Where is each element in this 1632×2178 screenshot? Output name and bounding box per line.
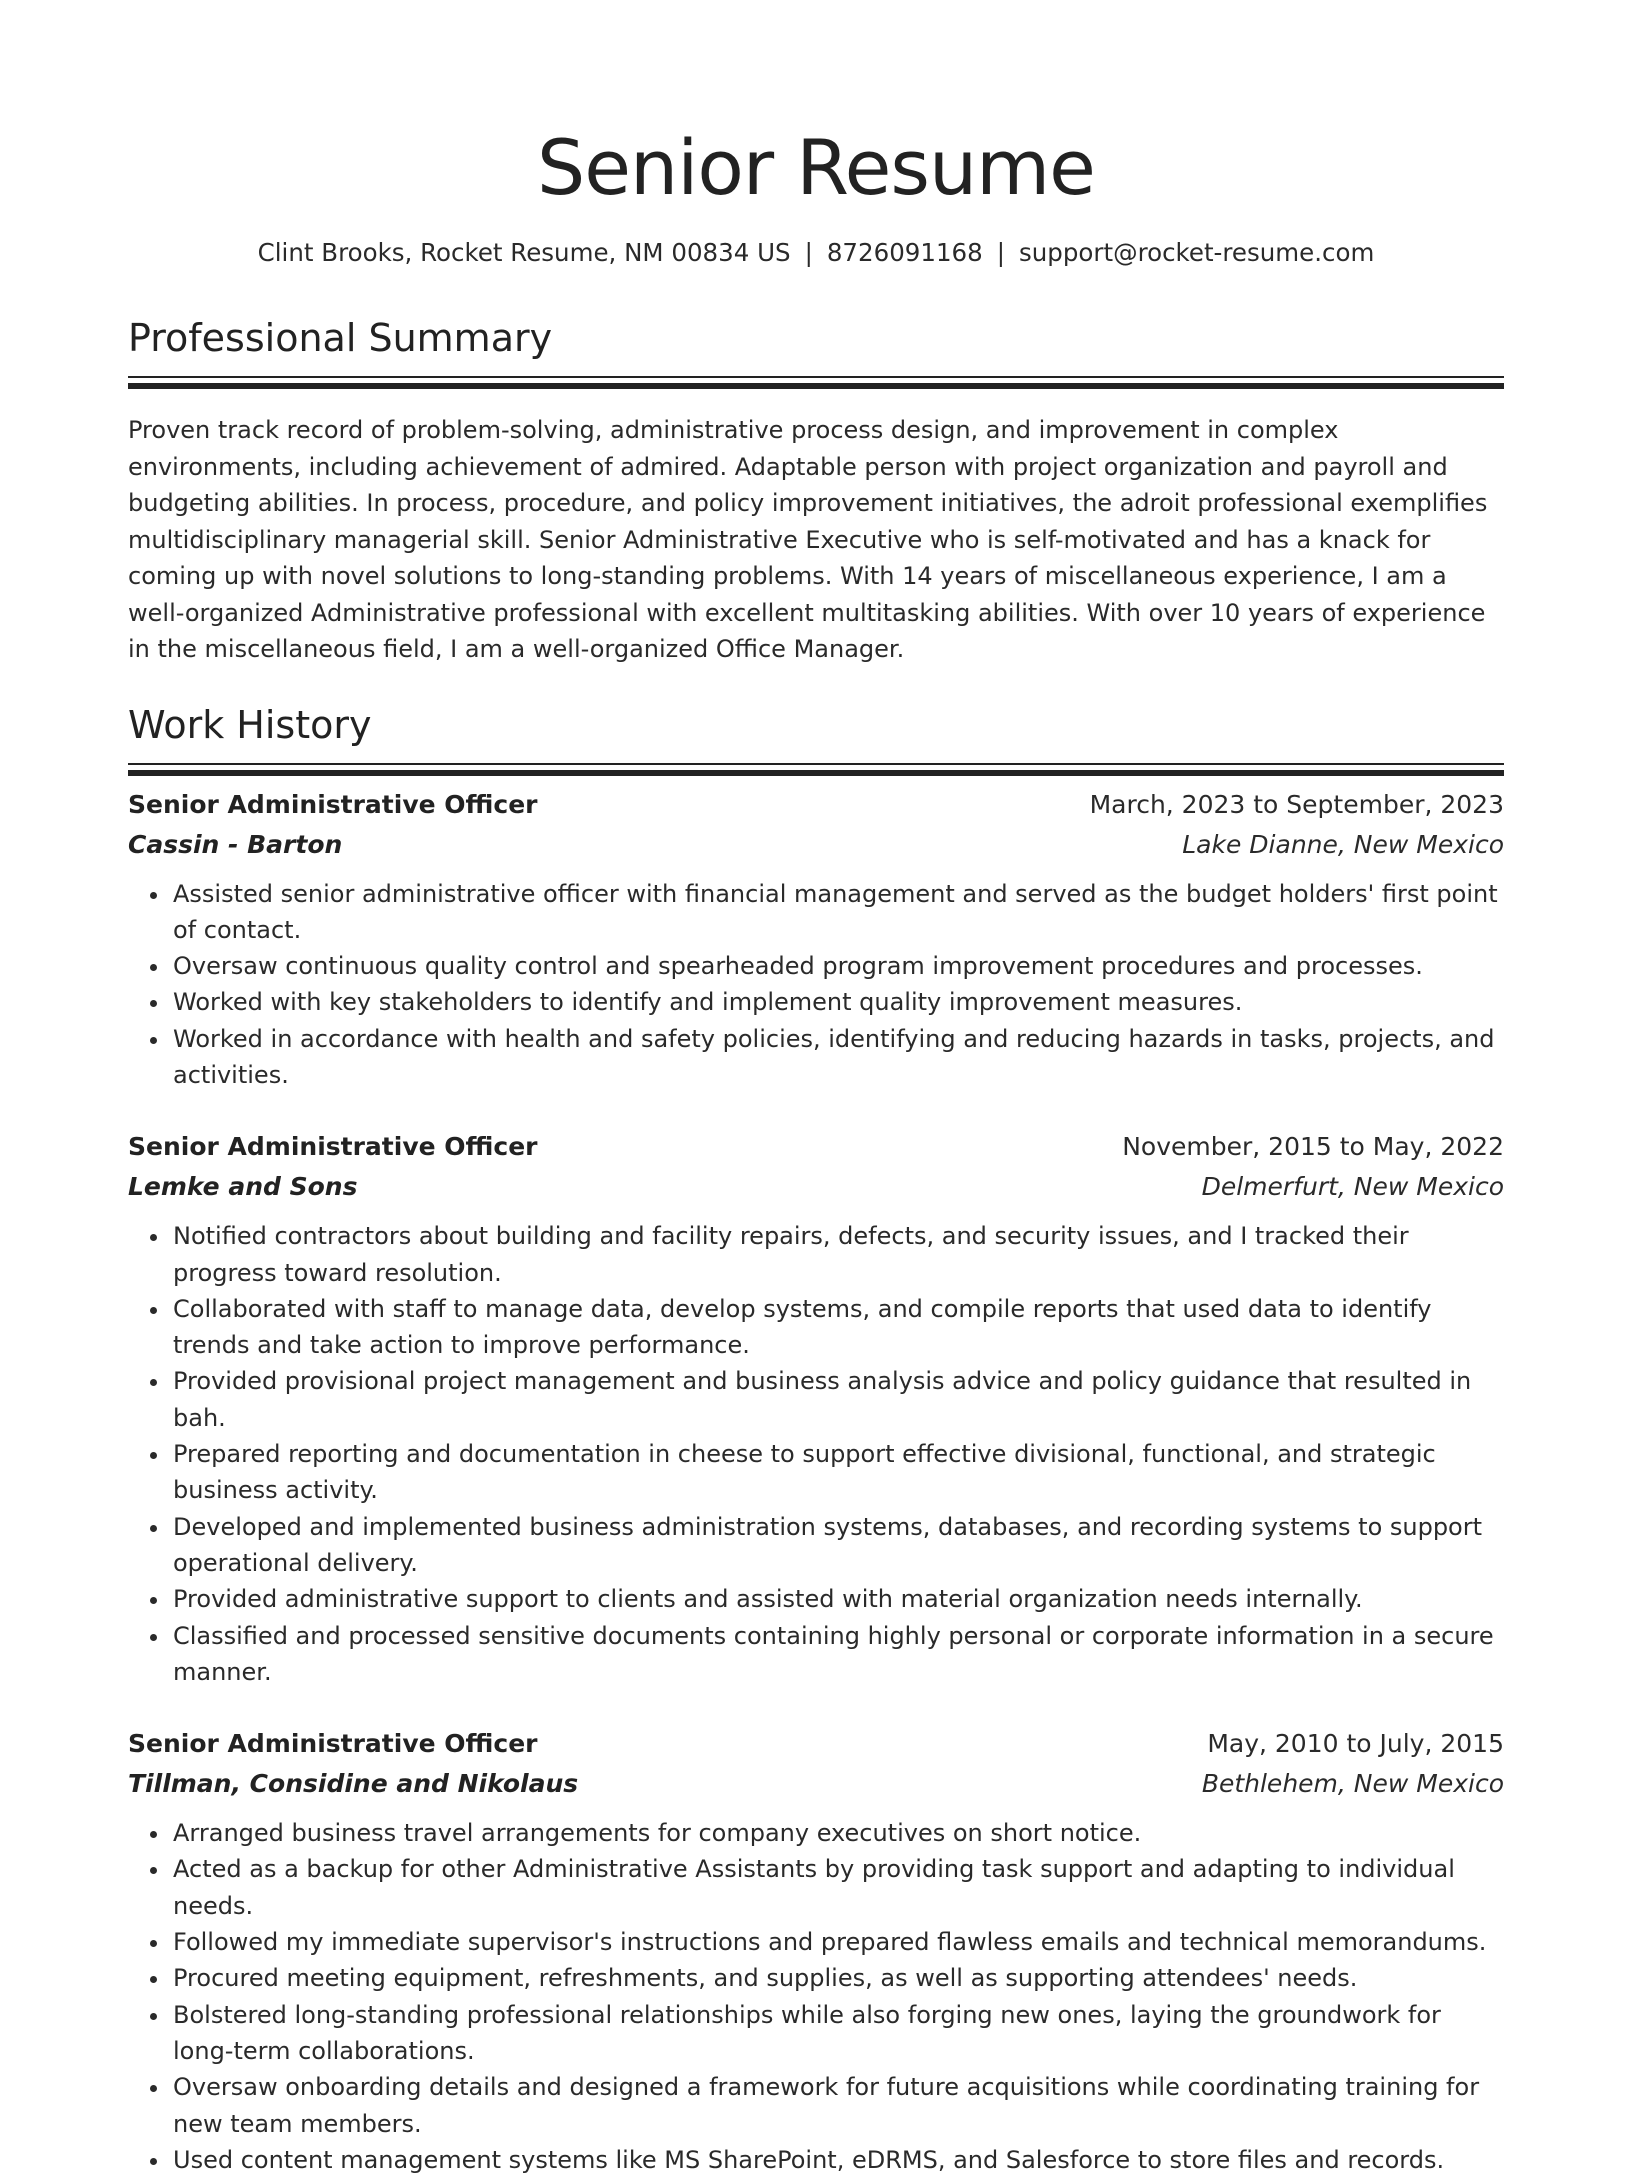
job-bullet: • Assisted senior administrative officer with financial management and served as the budget holders' first point of contact. (171, 876, 1504, 949)
job-dates: May, 2010 to July, 2015 (1207, 1724, 1504, 1764)
job-bullet: • Procured meeting equipment, refreshments, and supplies, as well as supporting attendees' needs. (171, 1960, 1504, 1996)
job-bullet: • Oversaw continuous quality control and spearheaded program improvement procedures and processes. (171, 948, 1504, 984)
job-bullet: • Worked with key stakeholders to identify and implement quality improvement measures. (171, 984, 1504, 1020)
contact-email: support@rocket-resume.com (1019, 238, 1374, 267)
job-bullets (128, 1218, 1504, 1690)
job-bullet: • Used content management systems like MS SharePoint, eDRMS, and Salesforce to store files and records. (171, 2142, 1504, 2178)
job-location: Lake Dianne, New Mexico (1182, 825, 1504, 865)
job-dates: November, 2015 to May, 2022 (1122, 1127, 1504, 1167)
job-location: Bethlehem, New Mexico (1202, 1764, 1504, 1804)
contact-separator: | (997, 236, 1005, 270)
summary-text: Proven track record of problem-solving, administrative process design, and improvement in complex environments, including achievement of admired. Adaptable person with project organization and payroll and budgeting abilities. In process, procedure, and policy improvement initiatives, the adroit professional exemplifies multidisciplinary managerial skill. Senior Administrative Executive who is self-motivated and has a knack for coming up with novel solutions to long-standing problems. With 14 years of miscellaneous experience, I am a well-organized Administrative professional with excellent multitasking abilities. With over 10 years of experience in the miscellaneous field, I am a well-organized Office Manager. (128, 412, 1504, 668)
job-entry (128, 785, 1504, 1094)
job-bullet: • Worked in accordance with health and safety policies, identifying and reducing hazards in tasks, projects, and activities. (171, 1021, 1504, 1094)
job-company: Lemke and Sons (128, 1167, 357, 1207)
job-bullet: • Bolstered long-standing professional relationships while also forging new ones, laying the groundwork for long-term collaborations. (171, 1997, 1504, 2070)
job-bullet: • Arranged business travel arrangements for company executives on short notice. (171, 1815, 1504, 1851)
work-history-section (128, 701, 1504, 2178)
job-header-row (128, 785, 1504, 825)
job-bullet: • Collaborated with staff to manage data, develop systems, and compile reports that used data to identify trends and take action to improve performance. (171, 1291, 1504, 1364)
job-bullet: • Oversaw onboarding details and designed a framework for future acquisitions while coordinating training for new team members. (171, 2069, 1504, 2142)
section-heading-summary: Professional Summary (128, 314, 1504, 362)
job-dates: March, 2023 to September, 2023 (1090, 785, 1504, 825)
job-location: Delmerfurt, New Mexico (1202, 1167, 1504, 1207)
job-title: Senior Administrative Officer (128, 1127, 538, 1167)
job-bullet: • Provided provisional project management and business analysis advice and policy guidance that resulted in bah. (171, 1363, 1504, 1436)
job-company-row (128, 1764, 1504, 1804)
job-header-row (128, 1127, 1504, 1167)
job-bullet: • Prepared reporting and documentation in cheese to support effective divisional, functional, and strategic business activity. (171, 1436, 1504, 1509)
job-bullet: • Notified contractors about building and facility repairs, defects, and security issues, and I tracked their progress toward resolution. (171, 1218, 1504, 1291)
job-bullets (128, 876, 1504, 1094)
job-bullet: • Acted as a backup for other Administrative Assistants by providing task support and adapting to individual needs. (171, 1851, 1504, 1924)
job-entry (128, 1127, 1504, 1690)
job-title: Senior Administrative Officer (128, 1724, 538, 1764)
job-header-row (128, 1724, 1504, 1764)
job-bullet: • Classified and processed sensitive documents containing highly personal or corporate information in a secure manner. (171, 1618, 1504, 1691)
job-company-row (128, 1167, 1504, 1207)
contact-line (128, 236, 1504, 270)
section-divider (128, 763, 1504, 765)
professional-summary-section (128, 314, 1504, 668)
contact-separator: | (805, 236, 813, 270)
job-entry (128, 1724, 1504, 2178)
job-company: Tillman, Considine and Nikolaus (128, 1764, 578, 1804)
job-bullet: • Provided administrative support to clients and assisted with material organization needs internally. (171, 1581, 1504, 1617)
resume-title: Senior Resume (128, 0, 1504, 214)
job-bullet: • Followed my immediate supervisor's instructions and prepared flawless emails and technical memorandums. (171, 1924, 1504, 1960)
job-company: Cassin - Barton (128, 825, 342, 865)
job-title: Senior Administrative Officer (128, 785, 538, 825)
contact-phone: 8726091168 (827, 238, 983, 267)
section-divider (128, 376, 1504, 378)
contact-address: Clint Brooks, Rocket Resume, NM 00834 US (258, 238, 791, 267)
job-bullet: • Developed and implemented business administration systems, databases, and recording systems to support operational delivery. (171, 1509, 1504, 1582)
section-heading-work: Work History (128, 701, 1504, 749)
resume-page (128, 0, 1504, 2178)
job-bullets (128, 1815, 1504, 2178)
job-company-row (128, 825, 1504, 865)
